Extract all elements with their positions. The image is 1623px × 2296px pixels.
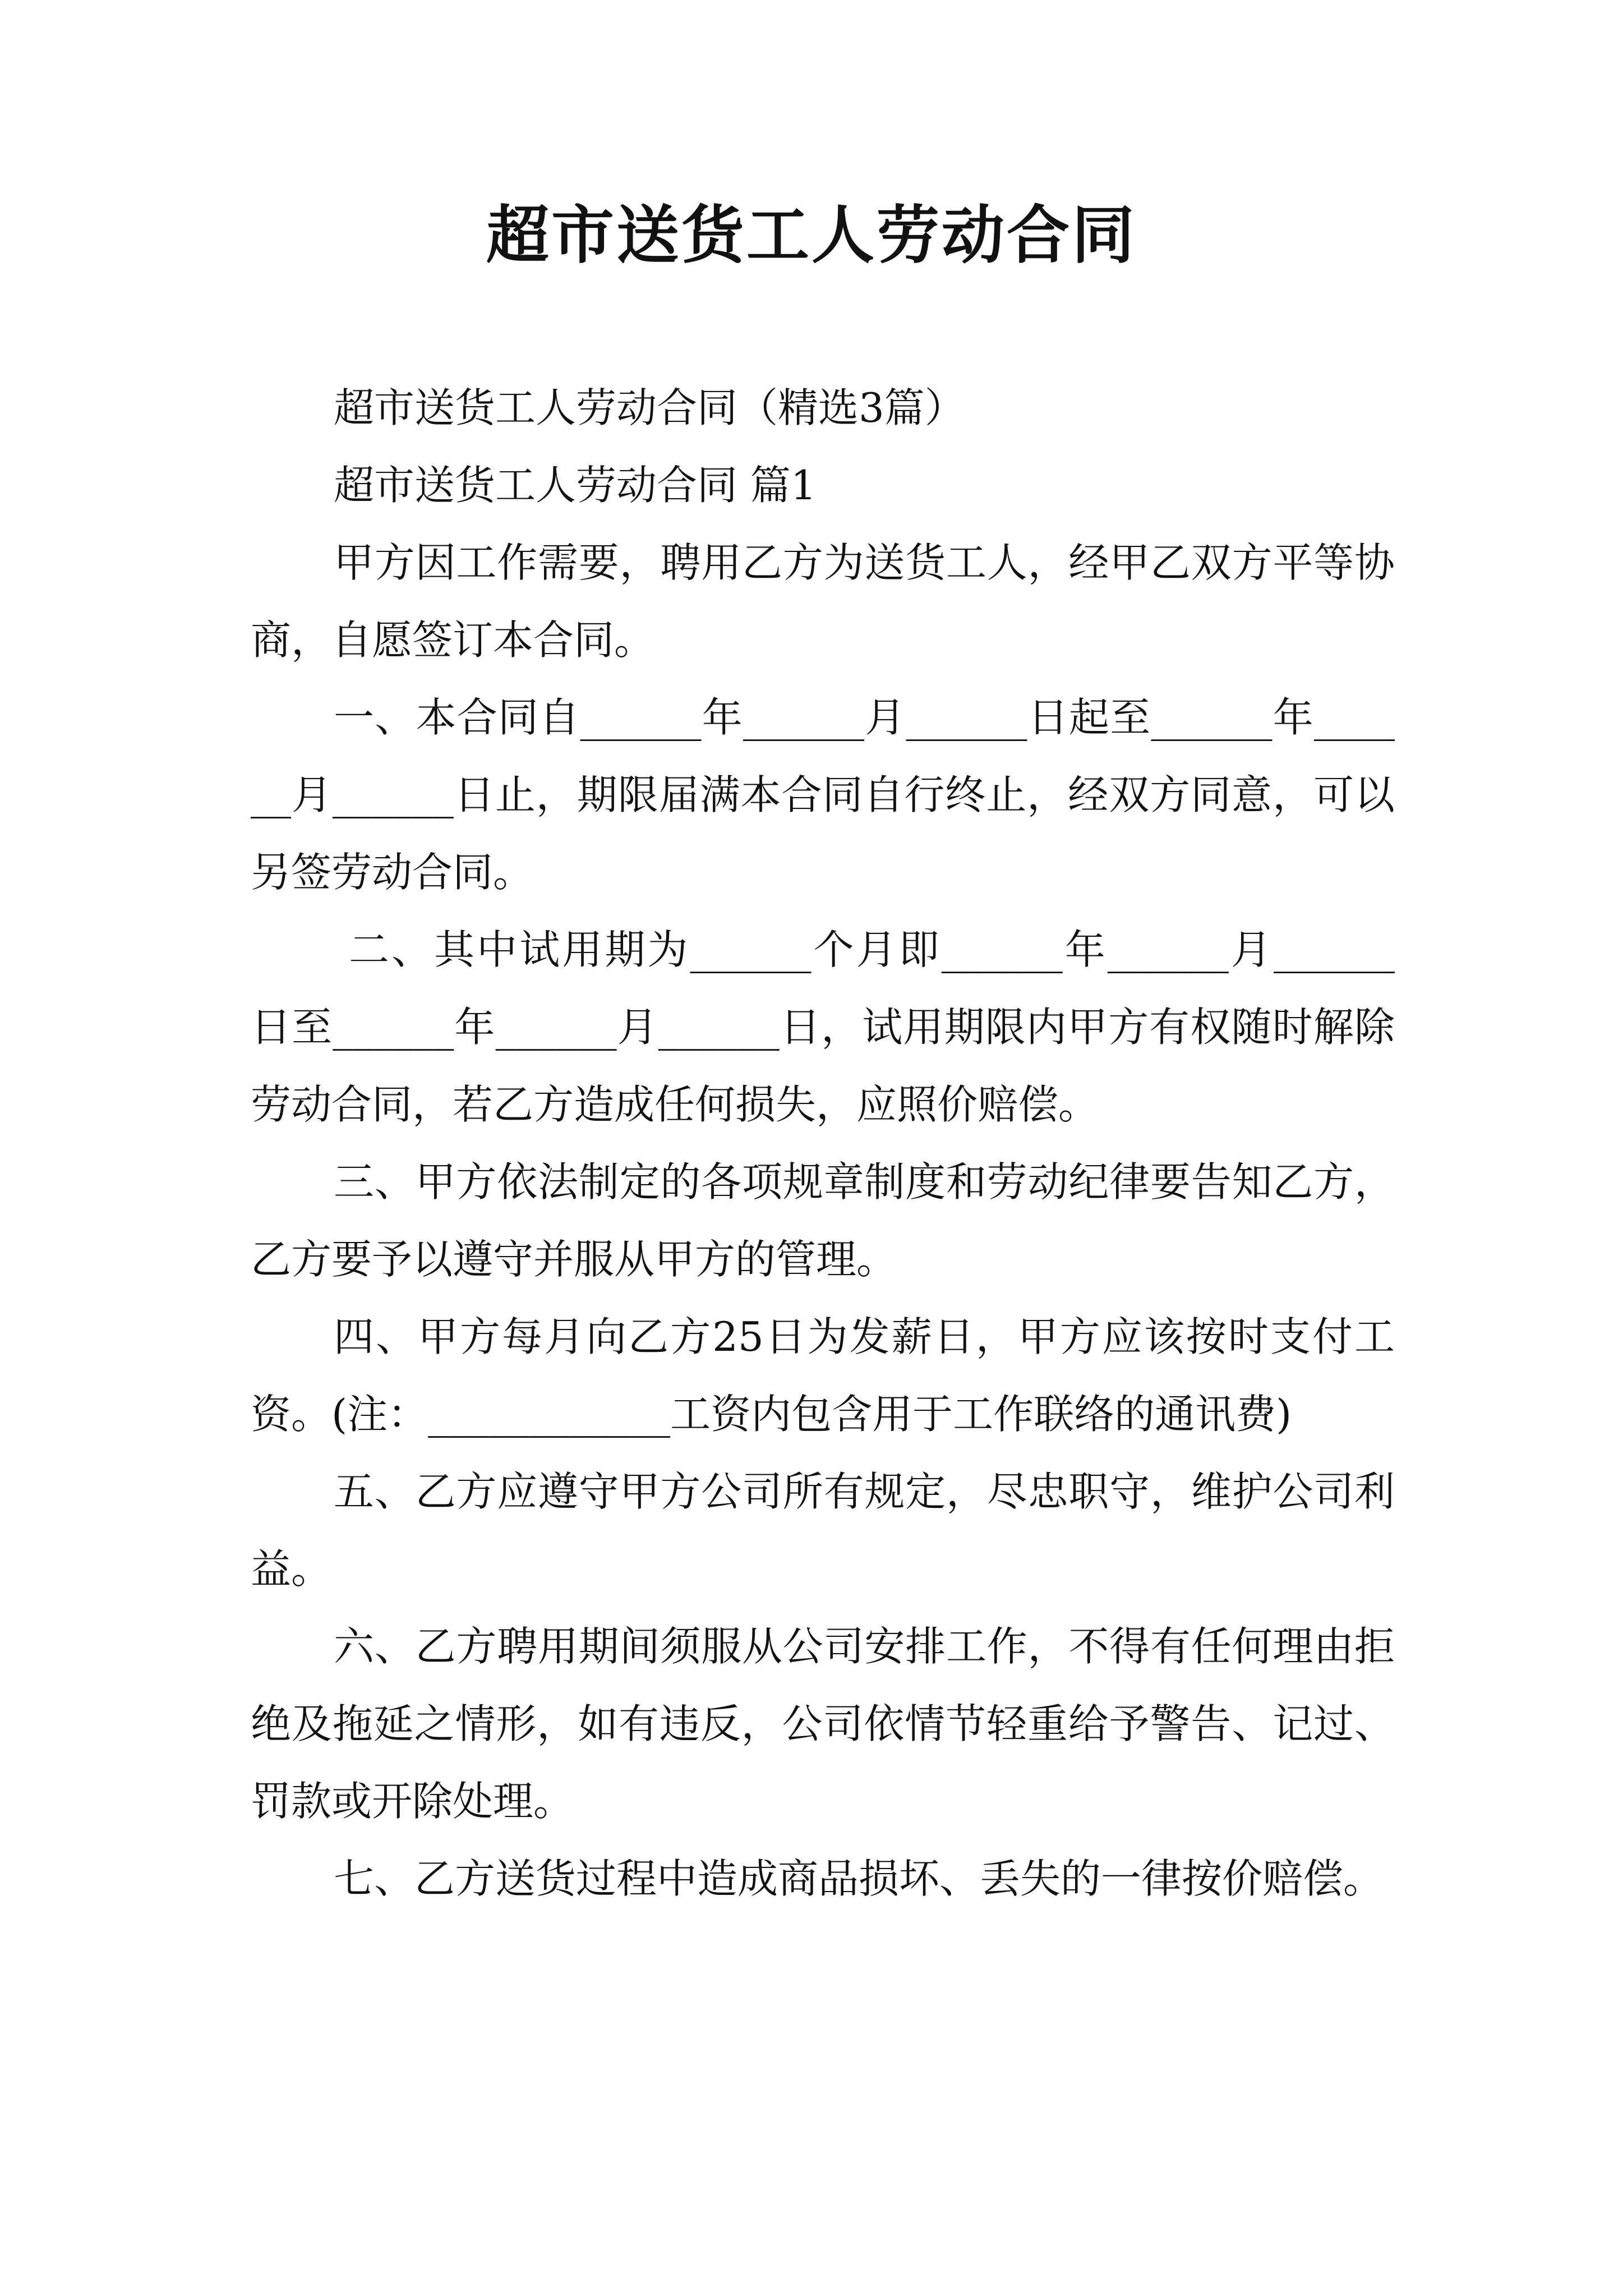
paragraph-clause-1: 一、本合同自______年______月______日起至______年______月______日止，期限届满本合同自行终止，经双方同意，可以另签劳动合同。 bbox=[251, 694, 1395, 896]
paragraph-section-heading: 超市送货工人劳动合同 篇1 bbox=[334, 462, 817, 509]
paragraph-clause-4: 四、甲方每月向乙方25日为发薪日，甲方应该按时支付工资。(注：____________工资内包含用于工作联络的通讯费) bbox=[251, 1313, 1395, 1438]
paragraph-intro: 甲方因工作需要，聘用乙方为送货工人，经甲乙双方平等协商，自愿签订本合同。 bbox=[251, 539, 1395, 664]
document-body bbox=[251, 369, 1395, 1917]
paragraph-clause-2: 二、其中试用期为______个月即______年______月______日至______年______月______日，试用期限内甲方有权随时解除劳动合同，若乙方造成任何损失，应照价赔偿。 bbox=[251, 926, 1395, 1128]
paragraph-clause-5: 五、乙方应遵守甲方公司所有规定，尽忠职守，维护公司利益。 bbox=[251, 1468, 1395, 1593]
paragraph-subtitle: 超市送货工人劳动合同（精选3篇） bbox=[334, 384, 965, 431]
paragraph-clause-6: 六、乙方聘用期间须服从公司安排工作，不得有任何理由拒绝及拖延之情形，如有违反，公司依情节轻重给予警告、记过、罚款或开除处理。 bbox=[251, 1623, 1395, 1825]
document-title: 超市送货工人劳动合同 bbox=[486, 199, 1137, 272]
paragraph-clause-3: 三、甲方依法制定的各项规章制度和劳动纪律要告知乙方，乙方要予以遵守并服从甲方的管理。 bbox=[251, 1158, 1395, 1283]
paragraph-clause-7: 七、乙方送货过程中造成商品损坏、丢失的一律按价赔偿。 bbox=[334, 1855, 1384, 1902]
